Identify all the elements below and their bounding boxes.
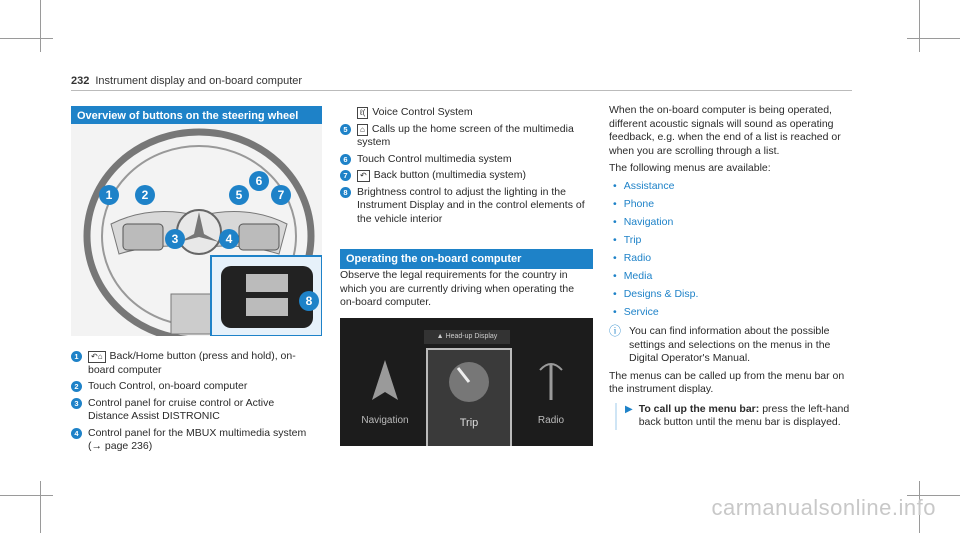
callout-5: 5: [229, 185, 249, 205]
info-note: ⓘ You can find information about the possible settings and selections on the menus in the Digital Operator's Manual.: [609, 324, 831, 364]
callout-7: 7: [271, 185, 291, 205]
menu-item[interactable]: • Service: [613, 306, 859, 320]
right-column: [609, 104, 859, 430]
callout-1: 1: [99, 185, 119, 205]
menu-tile-radio[interactable]: Radio: [512, 350, 590, 442]
watermark: carmanualsonline.info: [711, 495, 936, 520]
legend-item: 2 Touch Control, on-board computer: [71, 380, 316, 394]
menu-list: [609, 180, 859, 320]
callout-3: 3: [165, 229, 185, 249]
triangle-icon: ▲: [436, 333, 444, 340]
legend-item: 7 ↶ Back button (multimedia system): [340, 169, 593, 183]
menu-item[interactable]: • Assistance: [613, 180, 859, 194]
radio-antenna-icon: [512, 350, 590, 410]
header-rule: [71, 90, 852, 91]
menu-tile-trip[interactable]: Trip: [426, 348, 512, 446]
menu-item[interactable]: • Trip: [613, 234, 859, 248]
voice-icon: ℓ(: [357, 107, 368, 119]
legend-item: 8 Brightness control to adjust the lighting in the Instrument Display and in the control elements of the vehicle interior: [340, 186, 593, 227]
paragraph: The following menus are available:: [609, 162, 771, 174]
legend-item: 1 ↶⌂ Back/Home button (press and hold), on-board computer: [71, 350, 316, 377]
callout-4: 4: [219, 229, 239, 249]
legend-item: ℓ( Voice Control System: [340, 106, 593, 120]
legend-item: 3 Control panel for cruise control or Active Distance Assist DISTRONIC: [71, 397, 316, 424]
back-icon: ↶: [357, 170, 370, 182]
trip-gauge-icon: [428, 350, 510, 412]
paragraph: The menus can be called up from the menu bar on the instrument display.: [609, 369, 845, 395]
crop-mark: [40, 481, 41, 533]
steering-wheel-illustration: [71, 124, 322, 336]
section-heading-overview: Overview of buttons on the steering wheel: [71, 106, 322, 126]
callout-8: 8: [299, 291, 319, 311]
action-step: ▶ To call up the menu bar: press the left-hand back button until the menu bar is displayed.: [615, 403, 859, 430]
section-heading-operating: Operating the on-board computer: [340, 249, 593, 269]
legend-item: 6 Touch Control multimedia system: [340, 153, 593, 167]
page-header: [71, 75, 302, 87]
legend-item: 5 ⌂ Calls up the home screen of the multimedia system: [340, 123, 593, 150]
callout-6: 6: [249, 171, 269, 191]
menu-item[interactable]: • Media: [613, 270, 859, 284]
crop-mark: [40, 0, 41, 52]
onboard-computer-screen: [340, 318, 593, 446]
section-intro: Observe the legal requirements for the country in which you are currently driving when operating the on-board computer.: [340, 269, 575, 308]
legend-list-left: [71, 350, 316, 457]
info-icon: ⓘ: [609, 324, 622, 338]
legend-list-middle: [340, 106, 593, 229]
menu-tile-navigation[interactable]: Navigation: [346, 350, 424, 442]
home-icon: ⌂: [357, 124, 368, 136]
menu-item[interactable]: • Phone: [613, 198, 859, 212]
page-number: 232: [71, 75, 90, 87]
steering-wheel-drawing: [71, 124, 322, 336]
menu-item[interactable]: • Designs & Disp.: [613, 288, 859, 302]
callout-2: 2: [135, 185, 155, 205]
back-home-icon: ↶⌂: [88, 351, 106, 363]
page-title: Instrument display and on-board computer: [95, 75, 303, 87]
crop-mark: [0, 38, 53, 39]
crop-mark: [907, 38, 960, 39]
play-arrow-icon: ▶: [625, 403, 633, 415]
navigation-arrow-icon: [346, 350, 424, 410]
headup-display-label: ▲ Head-up Display: [424, 330, 510, 344]
crop-mark: [0, 495, 53, 496]
menu-item[interactable]: • Radio: [613, 252, 859, 266]
menu-item[interactable]: • Navigation: [613, 216, 859, 230]
crop-mark: [919, 0, 920, 52]
legend-item: 4 Control panel for the MBUX multimedia system (→ page 236): [71, 427, 316, 454]
paragraph: When the on-board computer is being operated, different acoustic signals will sound as operating feedback, e.g. when the end of a list is reached or when you are scrolling through a list.: [609, 104, 841, 157]
